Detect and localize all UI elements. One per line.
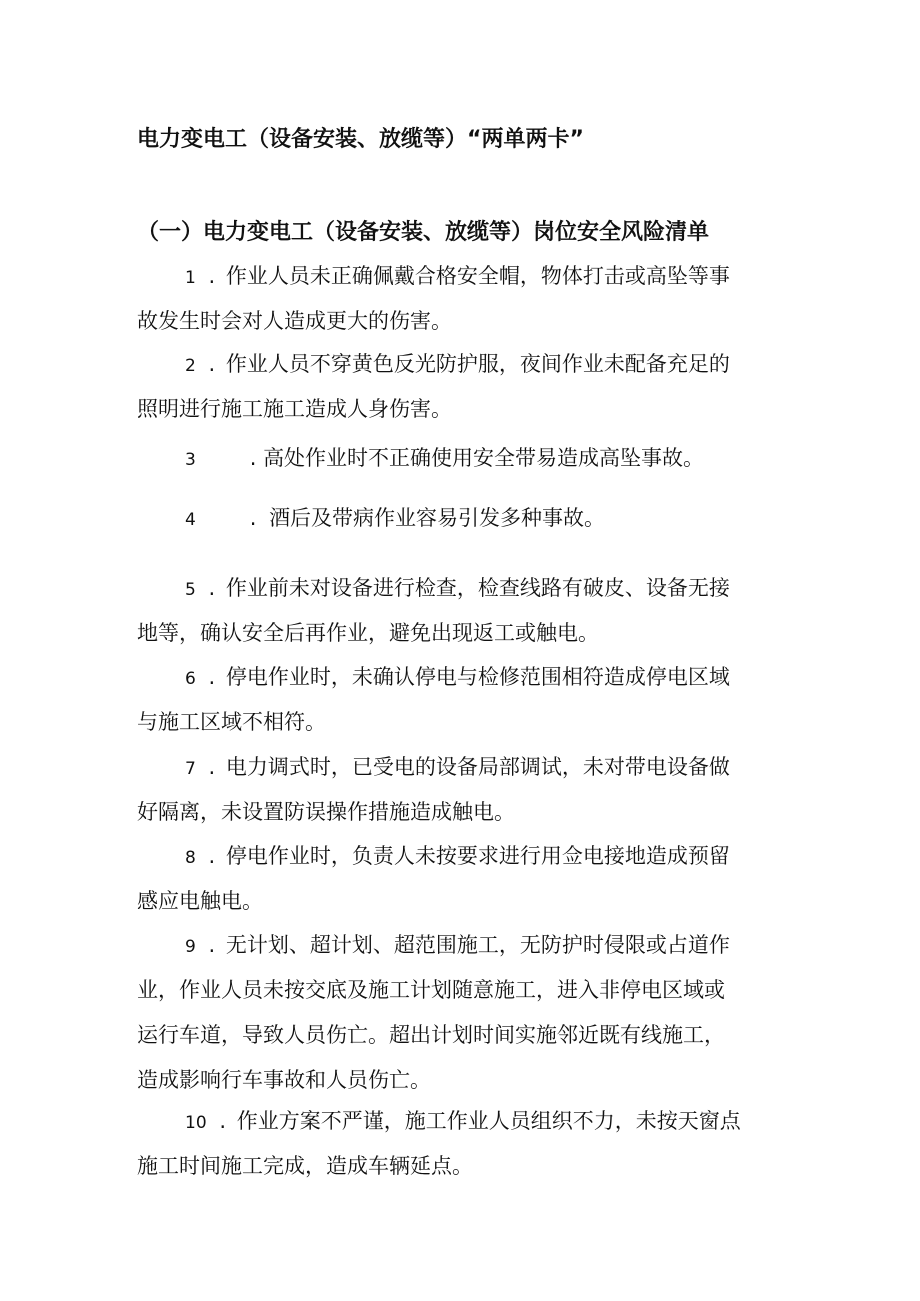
item-line [137,342,787,387]
item-line: 感应电触电。 [137,889,263,913]
item-text: 电力调式时，已受电的设备局部调试，未对带电设备做 [225,755,730,779]
item-number: 10 [185,1113,207,1133]
item-number: 2 [185,356,196,376]
item-line [137,566,787,611]
document-title: 电力变电工（设备安装、放缆等）“两单两卡” [137,127,584,152]
item-text: 停电作业时，负责人未按要求进行用佥电接地造成预留 [225,844,730,868]
item-number: 1 [185,268,196,288]
list-item-8 [137,834,787,924]
item-line: 照明进行施工施工造成人身伤害。 [137,397,452,421]
item-line [137,1099,787,1144]
item-line [137,254,787,299]
item-line [137,745,787,790]
item-line [137,655,787,700]
list-item-3 [137,436,787,481]
item-text: 高处作业时不正确使用安全带易造成高坠事故。 [263,446,705,470]
item-number: 9 [185,937,196,957]
item-dot: . [208,264,216,288]
item-number: 6 [185,669,196,689]
item-line: 故发生时会对人造成更大的伤害。 [137,309,452,333]
item-number: 8 [185,848,196,868]
item-number: 3 [185,450,196,470]
item-line [137,834,787,879]
list-item-7 [137,745,787,835]
list-item-5 [137,566,787,656]
item-line [137,923,787,968]
list-item-9 [137,923,787,1103]
item-line: 业，作业人员未按交底及施工计划随意施工，进入非停电区域或 [137,978,725,1002]
item-dot: . [208,665,216,689]
item-number: 7 [185,759,196,779]
item-text: 作业方案不严谨，施工作业人员组织不力，未按天窗点 [236,1109,741,1133]
item-line: 造成影响行车事故和人员伤亡。 [137,1068,431,1092]
item-line [137,436,787,481]
list-item-2 [137,342,787,432]
item-text: 停电作业时，未确认停电与检修范围相符造成停电区域 [225,665,730,689]
item-dot: . [208,576,216,600]
item-text: 作业人员未正确佩戴合格安全帽，物体打击或高坠等事 [225,264,730,288]
item-text: 无计划、超计划、超范围施工，无防护时侵限或占道作 [225,933,730,957]
item-line: 与施工区域不相符。 [137,710,326,734]
item-dot: . [249,506,257,530]
section-heading: （一）电力变电工（设备安装、放缆等）岗位安全风险清单 [137,220,710,245]
item-text: 作业前未对设备进行检查，检查线路有破皮、设备无接 [225,576,730,600]
item-line: 运行车道，导致人员伤亡。超出计划时间实施邻近既有线施工， [137,1023,725,1047]
list-item-4 [137,496,787,541]
list-item-1 [137,254,787,344]
item-line: 施工时间施工完成，造成车辆延点。 [137,1154,473,1178]
item-dot: . [208,844,216,868]
list-item-6 [137,655,787,745]
list-item-10 [137,1099,787,1189]
item-line: 地等，确认安全后再作业，避免出现返工或触电。 [137,621,599,645]
item-text: 作业人员不穿黄色反光防护服，夜间作业未配备充足的 [225,352,730,376]
item-number: 5 [185,580,196,600]
item-dot: . [208,755,216,779]
item-dot: . [219,1109,227,1133]
item-line: 好隔离，未设置防误操作措施造成触电。 [137,800,515,824]
item-text: 酒后及带病作业容易引发多种事故。 [269,506,606,530]
item-line [137,496,787,541]
item-dot: . [249,446,257,470]
item-dot: . [208,352,216,376]
item-dot: . [208,933,216,957]
item-number: 4 [185,510,196,530]
